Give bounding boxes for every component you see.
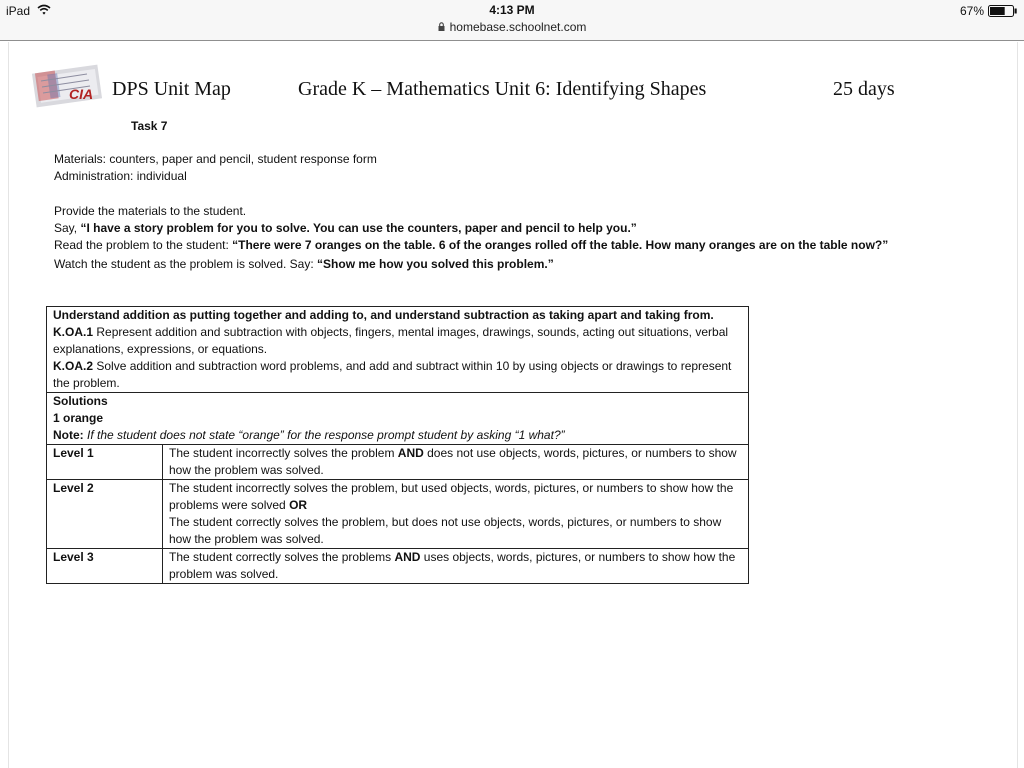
level-label: Level 2 — [47, 480, 163, 549]
unit-title: Grade K – Mathematics Unit 6: Identifying Shapes — [298, 78, 707, 100]
standard-koa1 — [53, 324, 742, 358]
level-label: Level 3 — [47, 549, 163, 584]
read-line — [54, 238, 888, 252]
koa2-code: K.OA.2 — [53, 359, 94, 373]
standards-row — [47, 307, 749, 393]
level-description: The student incorrectly solves the problem, but used objects, words, pictures, or numbers to show how the problems were solved OR The student correctly solves the problem, but does not use objects, words, pictures, or numbers to show how the problem was solved. — [163, 480, 749, 549]
read-text: “There were 7 oranges on the table. 6 of the oranges rolled off the table. How many oranges are on the table now?” — [232, 238, 889, 252]
solution-note — [53, 427, 742, 444]
rubric-table — [46, 306, 749, 584]
koa1-text: Represent addition and subtraction with objects, fingers, mental images, drawings, sounds, acting out situations, verbal explanations, expressions, or equations. — [53, 325, 729, 356]
task-label: Task 7 — [131, 119, 168, 133]
koa1-code: K.OA.1 — [53, 325, 94, 339]
cia-logo — [31, 63, 105, 109]
level-description: The student incorrectly solves the problem AND does not use objects, words, pictures, or numbers to show how the problem was solved. — [163, 445, 749, 480]
watch-line — [54, 257, 554, 271]
watch-text: “Show me how you solved this problem.” — [317, 257, 554, 271]
say-line — [54, 221, 637, 235]
read-prefix: Read the problem to the student: — [54, 238, 233, 252]
table-row — [47, 549, 749, 584]
solution-answer: 1 orange — [53, 411, 104, 425]
materials-line: Materials: counters, paper and pencil, student response form — [54, 152, 377, 166]
standard-koa2 — [53, 358, 742, 392]
table-row — [47, 480, 749, 549]
duration: 25 days — [833, 78, 895, 100]
standards-cell — [47, 307, 749, 393]
solutions-heading: Solutions — [53, 394, 108, 408]
administration-line: Administration: individual — [54, 169, 187, 183]
solutions-row — [47, 393, 749, 445]
koa2-text: Solve addition and subtraction word problems, and add and subtract within 10 by using objects or drawings to represent the problem. — [53, 359, 732, 390]
address-bar[interactable] — [0, 20, 1024, 34]
logo-text: CIA — [69, 86, 94, 102]
level-keyword: AND — [397, 446, 424, 460]
clock: 4:13 PM — [489, 3, 535, 17]
note-text: If the student does not state “orange” for the response prompt student by asking “1 what?” — [87, 428, 565, 442]
level-label: Level 1 — [47, 445, 163, 480]
standards-heading: Understand addition as putting together and adding to, and understand subtraction as taking apart and taking from. — [53, 308, 714, 322]
level-keyword: OR — [289, 498, 308, 512]
url-text: homebase.schoolnet.com — [449, 20, 587, 34]
table-row — [47, 445, 749, 480]
level-description: The student correctly solves the problems AND uses objects, words, pictures, or numbers to show how the problem was solved. — [163, 549, 749, 584]
level-keyword: AND — [394, 550, 421, 564]
battery-icon — [988, 4, 1018, 22]
watch-prefix: Watch the student as the problem is solved. Say: — [54, 257, 318, 271]
status-bar — [0, 0, 1024, 41]
lock-icon — [438, 20, 445, 34]
unit-map-label: DPS Unit Map — [112, 78, 231, 100]
say-prefix: Say, — [54, 221, 81, 235]
battery-percent: 67% — [959, 4, 984, 18]
provide-line: Provide the materials to the student. — [54, 204, 247, 218]
say-text: “I have a story problem for you to solve. You can use the counters, paper and pencil to help you.” — [80, 221, 637, 235]
note-label: Note: — [53, 428, 87, 442]
solutions-cell — [47, 393, 749, 445]
device-name: iPad — [6, 4, 31, 18]
